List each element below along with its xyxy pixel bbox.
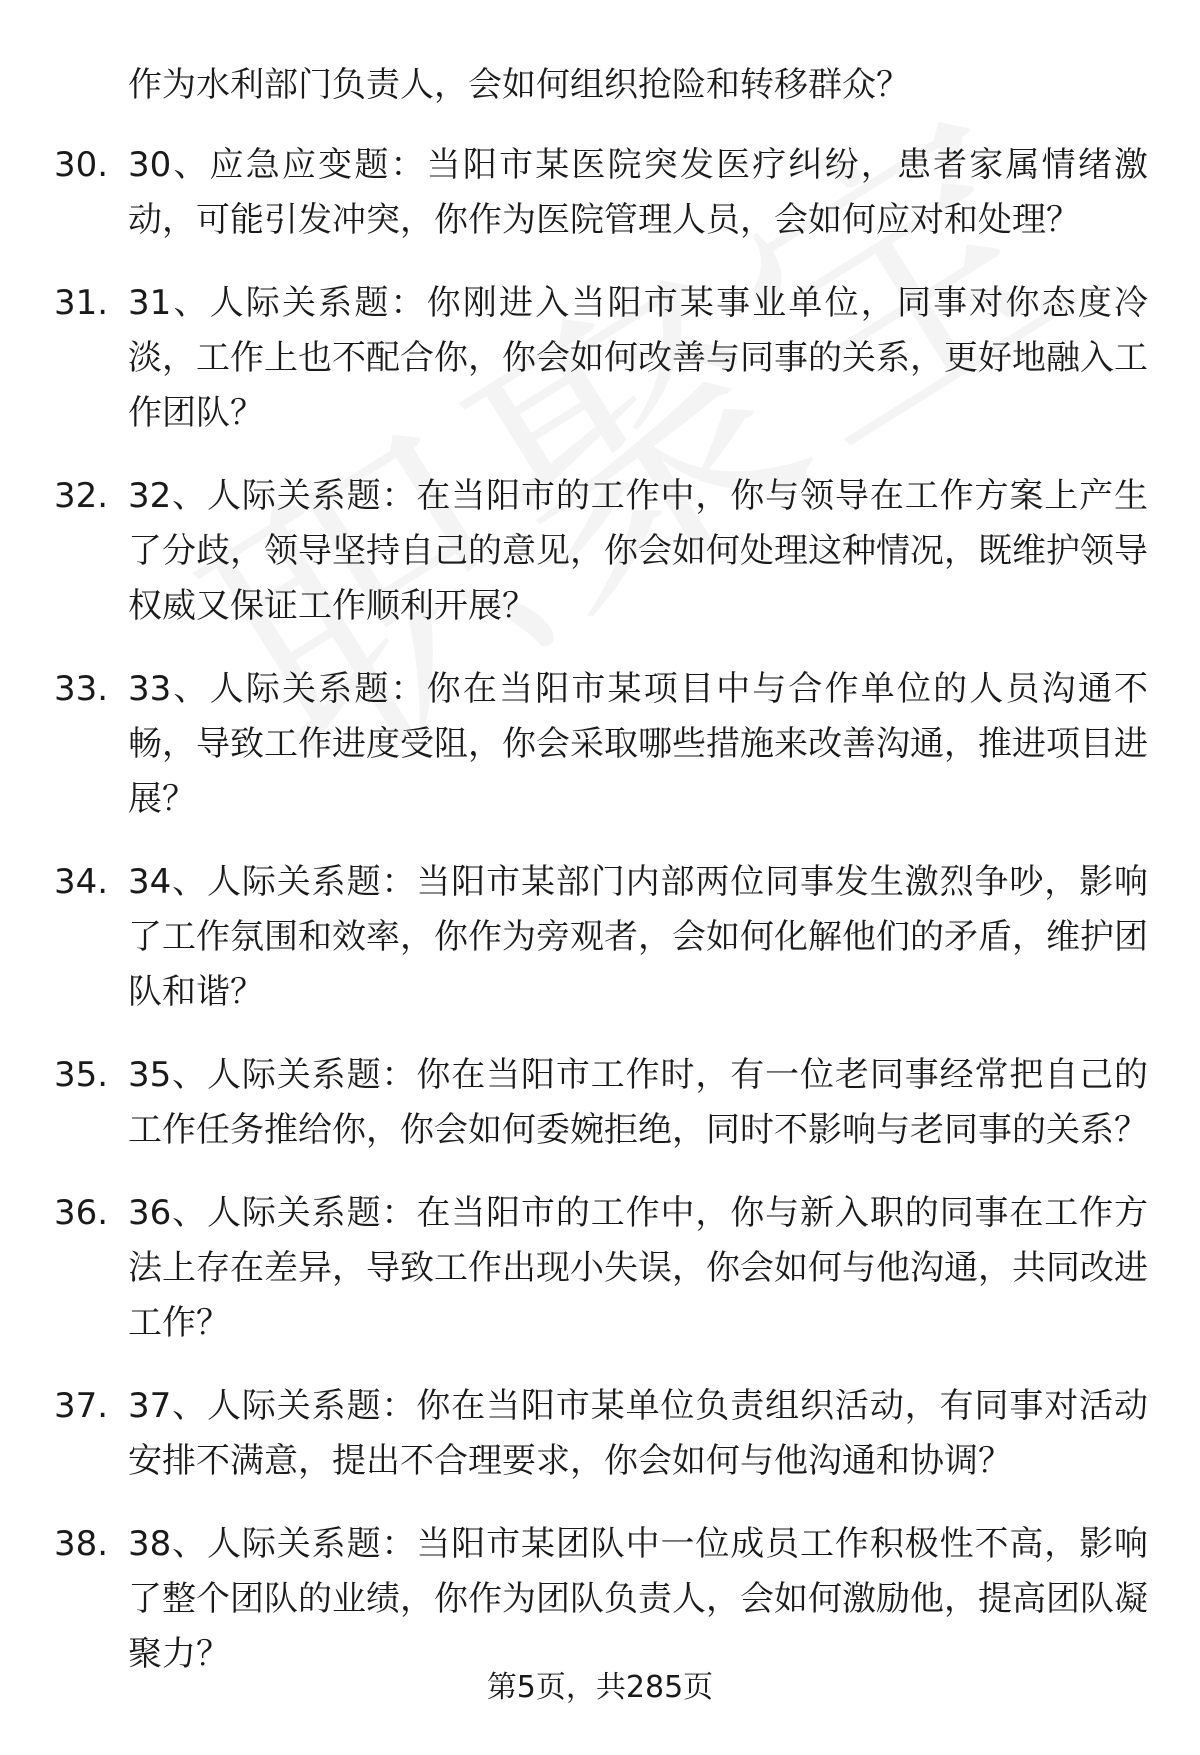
item-number: 37. [54, 1386, 109, 1426]
list-item [0, 1517, 1200, 1682]
item-text: 34、人际关系题：当阳市某部门内部两位同事发生激烈争吵，影响了工作氛围和效率，你作为旁观者，会如何化解他们的矛盾，维护团队和谐？ [128, 862, 1148, 1012]
item-number: 31. [54, 283, 109, 323]
item-text: 30、应急应变题：当阳市某医院突发医疗纠纷，患者家属情绪激动，可能引发冲突，你作为医院管理人员，会如何应对和处理？ [128, 145, 1148, 240]
list-item [0, 138, 1200, 248]
list-item [0, 1379, 1200, 1489]
item-number: 36. [54, 1193, 109, 1233]
item-number: 38. [54, 1524, 109, 1564]
list-item [0, 276, 1200, 441]
continuation-text: 作为水利部门负责人，会如何组织抢险和转移群众？ [128, 65, 910, 105]
list-item [0, 1048, 1200, 1158]
list-item [0, 855, 1200, 1020]
item-number: 33. [54, 669, 109, 709]
list-item [0, 662, 1200, 827]
item-text: 36、人际关系题：在当阳市的工作中，你与新入职的同事在工作方法上存在差异，导致工作出现小失误，你会如何与他沟通，共同改进工作？ [128, 1193, 1148, 1343]
list-item [0, 1186, 1200, 1351]
item-number: 32. [54, 476, 109, 516]
question-list [0, 138, 1200, 1710]
item-number: 35. [54, 1055, 109, 1095]
item-text: 31、人际关系题：你刚进入当阳市某事业单位，同事对你态度冷淡，工作上也不配合你，你会如何改善与同事的关系，更好地融入工作团队？ [128, 283, 1148, 433]
item-text: 38、人际关系题：当阳市某团队中一位成员工作积极性不高，影响了整个团队的业绩，你作为团队负责人，会如何激励他，提高团队凝聚力？ [128, 1524, 1148, 1674]
item-number: 30. [54, 145, 109, 185]
item-text: 35、人际关系题：你在当阳市工作时，有一位老同事经常把自己的工作任务推给你，你会如何委婉拒绝，同时不影响与老同事的关系？ [128, 1055, 1148, 1150]
item-text: 32、人际关系题：在当阳市的工作中，你与领导在工作方案上产生了分歧，领导坚持自己的意见，你会如何处理这种情况，既维护领导权威又保证工作顺利开展？ [128, 476, 1148, 626]
item-text: 33、人际关系题：你在当阳市某项目中与合作单位的人员沟通不畅，导致工作进度受阻，你会采取哪些措施来改善沟通，推进项目进展？ [128, 669, 1148, 819]
page-footer: 第5页，共285页 [486, 1670, 714, 1705]
list-item [0, 469, 1200, 634]
item-text: 37、人际关系题：你在当阳市某单位负责组织活动，有同事对活动安排不满意，提出不合理要求，你会如何与他沟通和协调？ [128, 1386, 1148, 1481]
item-number: 34. [54, 862, 109, 902]
